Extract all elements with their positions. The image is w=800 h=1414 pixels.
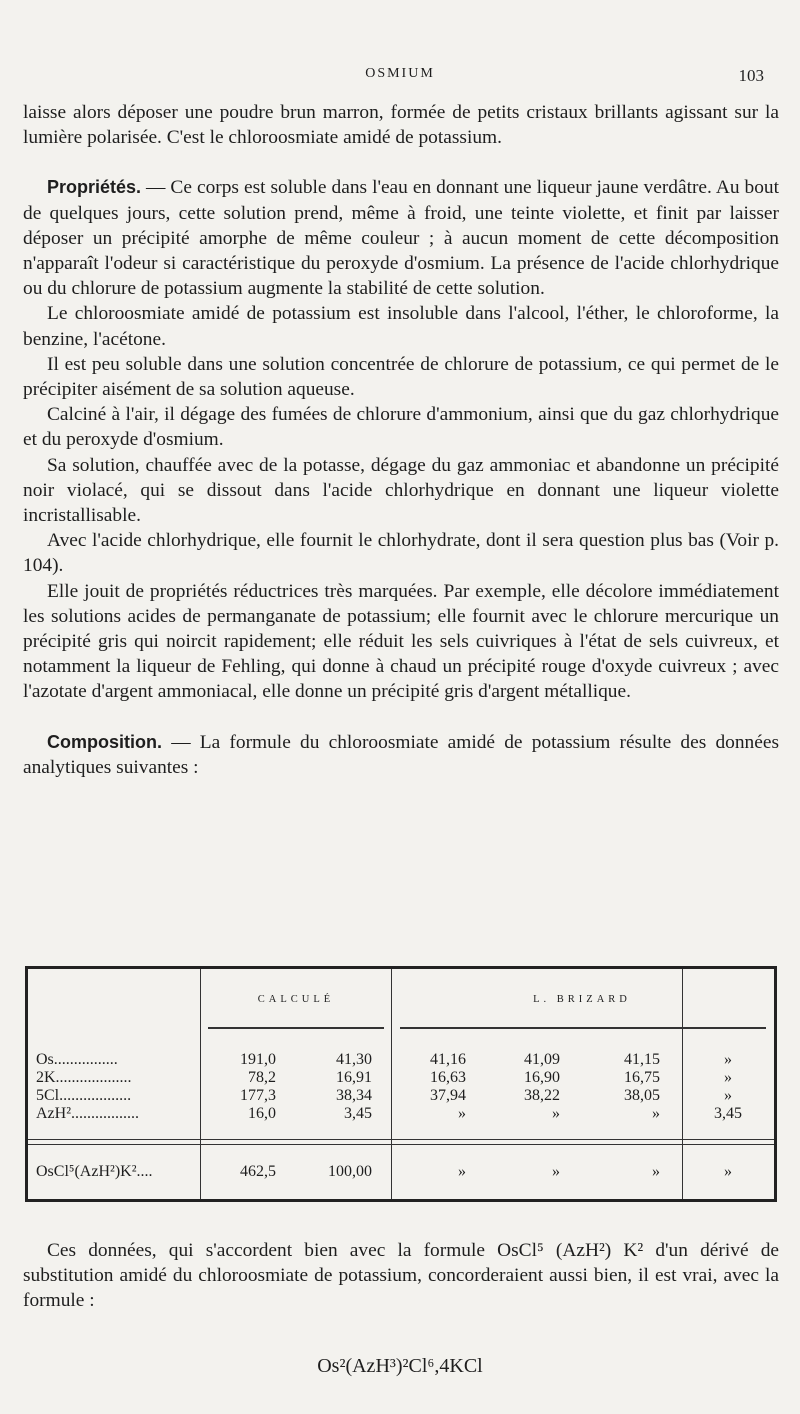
cell: 78,2 (248, 1069, 276, 1086)
header-brizard: L. BRIZARD (533, 994, 631, 1005)
cell: 3,45 (344, 1105, 372, 1122)
cell: » (724, 1087, 732, 1104)
cell: 38,05 (624, 1087, 660, 1104)
final-formula: Os²(AzH³)²Cl⁶,4KCl (317, 1355, 483, 1377)
row-label-2k: 2K................... (36, 1069, 132, 1086)
cell: » (724, 1163, 732, 1180)
paragraph-text: — Ce corps est soluble dans l'eau en donnant une liqueur jaune verdâtre. Au bout de quelques jours, cette solution prend, même à froid, une teinte violette, et finit par laisser déposer un précipité amorphe de même couleur ; à aucun moment de cette décomposition n'apparaît l'odeur si caractéristique du peroxyde d'osmium. La présence de l'acide chlorhydrique ou du chlorure de potassium augmente la stabilité de cette solution. (23, 177, 779, 300)
section-heading-proprietes: Propriétés. (47, 177, 142, 198)
cell: » (552, 1163, 560, 1180)
header-calcule: CALCULÉ (257, 994, 335, 1005)
paragraph-proprietes (23, 175, 779, 301)
cell: 41,16 (430, 1051, 466, 1068)
paragraph-composition (23, 730, 779, 780)
paragraph-text: — La formule du chloroosmiate amidé de potassium résulte des données analytiques suivantes : (23, 731, 779, 778)
row-label-os: Os................ (36, 1051, 118, 1068)
body-text-bottom (23, 1238, 779, 1314)
cell: » (458, 1163, 466, 1180)
brace-brizard (400, 1027, 766, 1029)
row-label-azh2: AzH²................. (36, 1105, 140, 1122)
running-title: OSMIUM (365, 66, 435, 81)
paragraph: Sa solution, chauffée avec de la potasse, dégage du gaz ammoniac et abandonne un précipité noir violacé, qui se dissout dans l'acide chlorhydrique en donnant une liqueur violette incristallisable. (23, 454, 779, 527)
row-label-5cl: 5Cl.................. (36, 1087, 132, 1104)
cell: 16,91 (336, 1069, 372, 1086)
cell: 177,3 (240, 1087, 276, 1104)
cell: » (652, 1163, 660, 1180)
cell: 3,45 (714, 1105, 742, 1122)
cell: 100,00 (328, 1163, 372, 1180)
cell: 191,0 (240, 1051, 276, 1068)
paragraph: Le chloroosmiate amidé de potassium est insoluble dans l'alcool, l'éther, le chloroforme, la benzine, l'acétone. (23, 303, 779, 350)
body-text-top (23, 100, 779, 780)
cell: 16,63 (430, 1069, 466, 1086)
cell: 41,30 (336, 1051, 372, 1068)
paragraph: Elle jouit de propriétés réductrices très marquées. Par exemple, elle décolore immédiatement les solutions acides de permanganate de potassium; elle fournit avec le chlorure mercurique un précipité gris qui noircit rapidement; elle réduit les sels cuivriques à l'état de sels cuivreux, et notamment la liqueur de Fehling, qui donne à chaud un précipité rouge d'oxyde cuivreux ; avec l'azotate d'argent ammoniacal, elle donne un précipité gris d'argent métallique. (23, 580, 779, 703)
cell: » (552, 1105, 560, 1122)
cell: 16,75 (624, 1069, 660, 1086)
cell: » (458, 1105, 466, 1122)
cell: » (724, 1051, 732, 1068)
paragraph: Calciné à l'air, il dégage des fumées de chlorure d'ammonium, ainsi que du gaz chlorhydrique et du peroxyde d'osmium. (23, 404, 779, 451)
cell: 41,15 (624, 1051, 660, 1068)
analysis-table (25, 966, 777, 1202)
brace-calcule (208, 1027, 384, 1029)
cell: 16,0 (248, 1105, 276, 1122)
cell: 38,22 (524, 1087, 560, 1104)
cell: » (652, 1105, 660, 1122)
section-heading-composition: Composition. (47, 731, 162, 752)
cell: 37,94 (430, 1087, 466, 1104)
cell: 462,5 (240, 1163, 276, 1180)
paragraph: Il est peu soluble dans une solution concentrée de chlorure de potassium, ce qui permet de le précipiter aisément de sa solution aqueuse. (23, 353, 779, 401)
cell: 16,90 (524, 1069, 560, 1086)
cell: 41,09 (524, 1051, 560, 1068)
row-label-total: OsCl⁵(AzH²)K².... (36, 1163, 153, 1180)
paragraph: Avec l'acide chlorhydrique, elle fournit le chlorhydrate, dont il sera question plus bas (Voir p. 104). (23, 530, 779, 577)
running-head (0, 66, 800, 90)
cell: » (724, 1069, 732, 1086)
page-number: 103 (738, 66, 764, 85)
paragraph: laisse alors déposer une poudre brun marron, formée de petits cristaux brillants agissant sur la lumière polarisée. C'est le chloroosmiate amidé de potassium. (23, 102, 779, 149)
paragraph-conclusion: Ces données, qui s'accordent bien avec la formule OsCl⁵ (AzH²) K² d'un dérivé de substitution amidé du chloroosmiate de potassium, concorderaient aussi bien, il est vrai, avec la formule : (23, 1240, 779, 1312)
cell: 38,34 (336, 1087, 372, 1104)
